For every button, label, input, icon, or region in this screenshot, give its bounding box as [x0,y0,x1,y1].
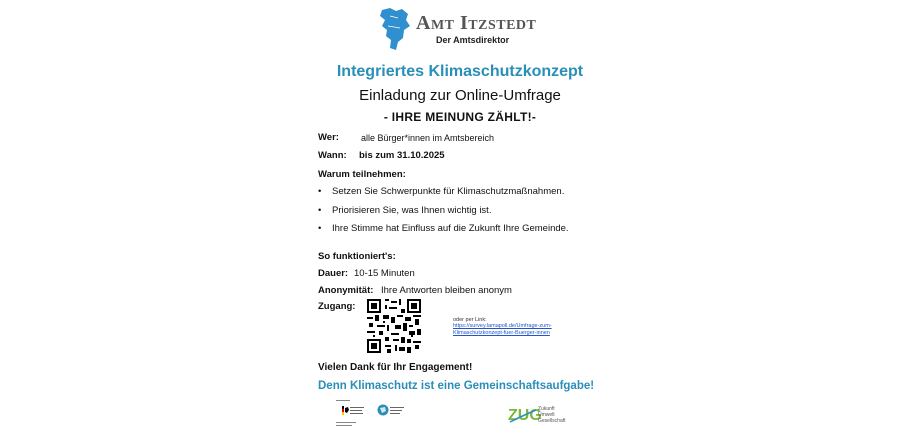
amt-map-logo-icon [376,6,412,52]
survey-link-line1[interactable]: https://survey.lamapoll.de/Umfrage-zum- [453,323,552,329]
bullet-item: • Priorisieren Sie, was Ihnen wichtig ist. [318,205,492,216]
klimaschutz-initiative-logo-icon [377,403,407,417]
access-label: Zugang: [318,301,356,312]
how-heading: So funktioniert's: [318,251,396,262]
duration-value: 10-15 Minuten [354,268,415,279]
document-title: Integriertes Klimaschutzkonzept [336,63,584,80]
anonymity-label: Anonymität: [318,285,374,296]
bullet-item: • Setzen Sie Schwerpunkte für Klimaschutzmaßnahmen. [318,186,565,197]
qr-code-icon[interactable] [367,299,421,353]
zug-tagline [538,406,566,424]
bullet-item: • Ihre Stimme hat Einfluss auf die Zukunft Ihre Gemeinde. [318,223,569,234]
zug-line-2: Umwelt [538,412,555,418]
svg-text:ZUG: ZUG [508,407,542,424]
link-intro: oder per Link: [453,317,487,323]
zug-logo-icon [508,402,542,426]
survey-link[interactable] [453,323,593,337]
zug-line-3: Gesellschaft [538,418,566,424]
when-value: bis zum 31.10.2025 [359,150,445,161]
document-subtitle: Einladung zur Online-Umfrage [359,87,561,104]
zug-line-1: Zukunft [538,406,555,412]
anonymity-value: Ihre Antworten bleiben anonym [381,285,512,296]
who-value: alle Bürger*innen im Amtsbereich [361,133,495,143]
org-subtitle: Der Amtsdirektor [436,35,510,45]
when-label: Wann: [318,150,347,161]
federal-ministry-logo-icon [336,400,370,430]
survey-link-line2[interactable]: Klimaschutzkonzept-fuer-Buerger-innen [453,330,550,336]
thanks-text: Vielen Dank für Ihr Engagement! [318,362,473,373]
org-name: Amt Itzstedt [416,12,537,34]
why-heading: Warum teilnehmen: [318,169,406,180]
slogan: - IHRE MEINUNG ZÄHLT!- [383,110,537,124]
motto-text: Denn Klimaschutz ist eine Gemeinschaftsaufgabe! [318,380,595,392]
who-label: Wer: [318,132,339,143]
duration-label: Dauer: [318,268,349,279]
